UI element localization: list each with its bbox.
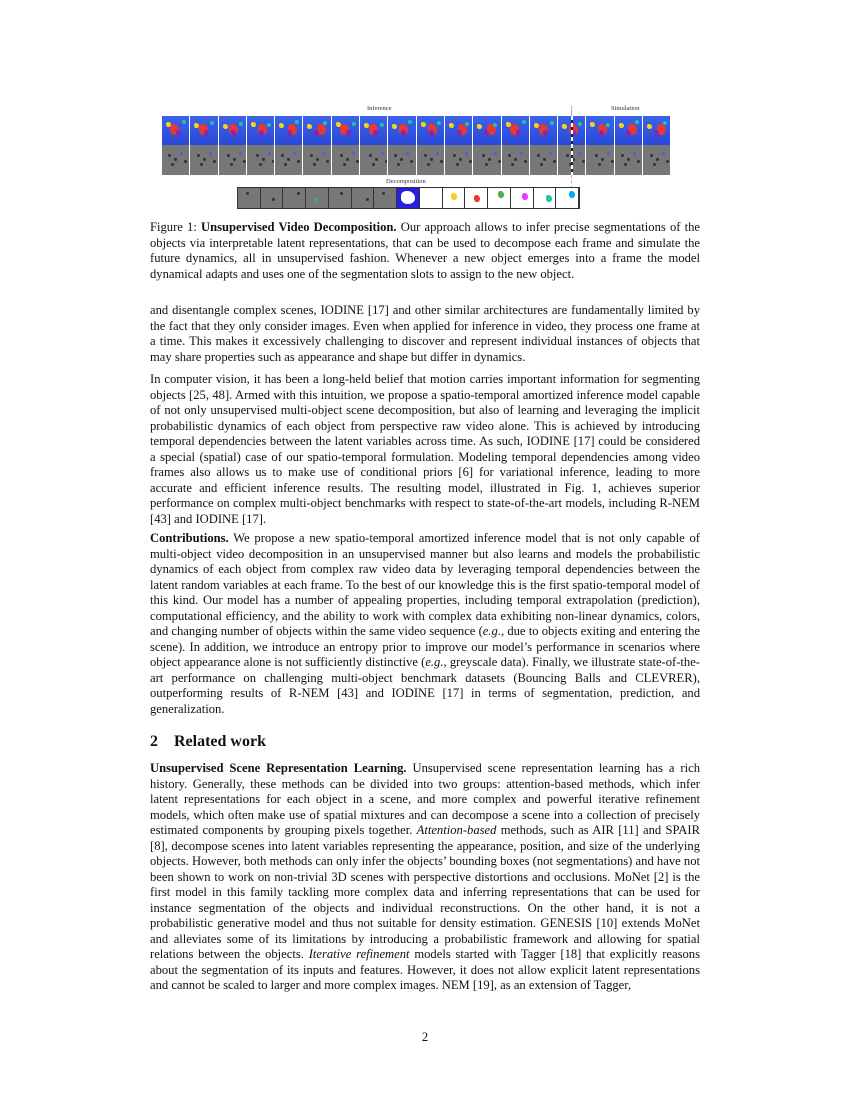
object-dot — [352, 152, 355, 155]
simulation-divider-top — [571, 106, 572, 116]
related-work-paragraph — [150, 761, 700, 994]
decomposition-slot — [374, 188, 397, 208]
contributions-text-2: , due to objects exiting and entering the scene). In addition, we introduce an entropy prior to improve our model’s performance in scenarios where object appearance alone is not sufficiently distinctive ( — [150, 624, 700, 669]
related-iterative: Iterative refinement — [308, 947, 410, 961]
object-blob — [546, 195, 552, 202]
video-frame — [219, 116, 247, 175]
object-dot — [453, 154, 456, 157]
object-dot — [469, 160, 472, 163]
object-dot — [230, 163, 233, 166]
object-blob — [449, 123, 454, 128]
video-frame — [615, 116, 643, 175]
object-dot — [243, 160, 246, 163]
paragraph-1 — [150, 303, 700, 365]
object-blob — [516, 130, 521, 136]
inference-label: Inference — [367, 105, 392, 112]
decomposition-slot — [306, 188, 329, 208]
object-blob — [364, 123, 369, 128]
decomposition-slot — [261, 188, 284, 208]
video-frame — [502, 116, 530, 175]
object-dot — [262, 158, 265, 161]
object-blob — [346, 130, 351, 136]
decomposition-slot — [397, 188, 420, 208]
object-dot — [430, 158, 433, 161]
object-dot — [272, 198, 275, 201]
object-dot — [424, 154, 427, 157]
mask-blob — [401, 191, 415, 204]
object-dot — [508, 154, 511, 157]
video-frame — [417, 116, 445, 175]
object-dot — [314, 198, 317, 201]
object-blob — [223, 124, 228, 129]
object-dot — [233, 158, 236, 161]
object-dot — [259, 163, 262, 166]
decomposition-slot — [283, 188, 306, 208]
object-dot — [624, 163, 627, 166]
object-dot — [346, 158, 349, 161]
object-blob — [259, 130, 264, 136]
related-text-1: Unsupervised scene representation learning has a rich history. Generally, these methods can be divided into two groups: attention-based methods, which infer latent representations for each object in a scene, and more complex and powerful iterative refinement models, which often make use of spatial mixtures and can decompose a scene into a collection of precisely estimated components by grouping pixels together. — [150, 761, 700, 837]
video-frame — [388, 116, 416, 175]
object-dot — [440, 160, 443, 163]
contributions-heading: Contributions. — [150, 531, 229, 545]
contributions-text-3: , greyscale data). Finally, we illustrate state-of-the-art performance on challenging multi-object benchmark datasets (Bouncing Balls and CLEVRER), outperforming results of R-NEM [43] and IODINE [17] in terms of segmentation, prediction, and generalization. — [150, 655, 700, 716]
object-blob — [380, 123, 384, 127]
section-heading — [150, 733, 282, 751]
object-dot — [268, 152, 271, 155]
object-blob — [465, 122, 469, 126]
contributions-eg-2: e.g. — [425, 655, 444, 669]
object-dot — [239, 152, 242, 155]
object-dot — [356, 160, 359, 163]
object-dot — [343, 163, 346, 166]
video-frame — [360, 116, 388, 175]
object-dot — [382, 192, 385, 195]
object-dot — [174, 158, 177, 161]
contributions-eg-1: e.g. — [482, 624, 501, 638]
video-frame — [473, 116, 501, 175]
object-dot — [511, 163, 514, 166]
object-dot — [465, 152, 468, 155]
object-blob — [506, 122, 511, 127]
object-dot — [366, 198, 369, 201]
object-blob — [599, 130, 604, 136]
object-dot — [184, 160, 187, 163]
object-blob — [569, 191, 575, 198]
related-heading: Unsupervised Scene Representation Learning. — [150, 761, 407, 775]
caption-title: Unsupervised Video Decomposition. — [201, 220, 397, 234]
object-blob — [429, 130, 434, 136]
decomposition-slot — [556, 188, 579, 208]
object-blob — [352, 122, 356, 126]
video-frame — [332, 116, 360, 175]
object-blob — [654, 130, 659, 136]
decomposition-slot — [465, 188, 488, 208]
section-title: Related work — [174, 733, 266, 750]
object-blob — [437, 121, 441, 125]
paragraph-2-text: In computer vision, it has been a long-held belief that motion carries important information for segmenting objects [25, 48]. Armed with this intuition, we propose a spatio-temporal amortized inference model capable of not only unsupervised multi-object scene decomposition, but also of learning and leveraging the implicit probabilistic dynamics of each object from perspective raw video alone. This is achieved by introducing temporal dependencies between the latent variables across time. As such, IODINE [17] could be considered a special (spatial) case of our spatio-temporal formulation. Modeling temporal dependencies among video frames also allows us to make use of conditional priors [6] for variational inference, leading to more accurate and efficient inference results. The resulting model, illustrated in Fig. 1, achieves superior performance on complex multi-object benchmarks with respect to state-of-the-art models, including R-NEM [43] and IODINE [17]. — [150, 372, 700, 526]
object-blob — [562, 124, 567, 129]
object-blob — [421, 122, 426, 127]
video-frame — [275, 116, 303, 175]
object-dot — [340, 192, 343, 195]
object-blob — [204, 130, 209, 136]
object-dot — [459, 158, 462, 161]
object-dot — [621, 154, 624, 157]
video-frame — [530, 116, 558, 175]
decomposition-label: Decomposition — [386, 178, 426, 185]
object-blob — [474, 195, 480, 202]
object-dot — [297, 192, 300, 195]
decomposition-slot — [329, 188, 352, 208]
object-blob — [550, 121, 554, 125]
decomposition-strip — [237, 187, 580, 209]
object-dot — [514, 158, 517, 161]
object-blob — [166, 122, 171, 127]
object-blob — [498, 191, 504, 198]
object-dot — [520, 152, 523, 155]
caption-text: Our approach allows to infer precise segmentations of the objects via interpretable latent representations, that can be used to decompose each frame and simulate the future dynamics, all in unsupervised fashion. Whenever a new object emerges into a frame the model dynamical adapts and uses one of the segmentation slots to assign to the new object. — [150, 220, 701, 281]
object-dot — [633, 152, 636, 155]
object-blob — [534, 123, 539, 128]
object-dot — [168, 154, 171, 157]
object-blob — [647, 124, 652, 129]
simulation-divider — [571, 116, 573, 175]
simulation-label: Simulation — [611, 105, 640, 112]
related-text-2: methods, such as AIR [11] and SPAIR [8], decompose scenes into latent variables representing the appearance, position, and size of the underlying objects. However, both methods can only infer the objects’ bounding boxes (not segmentations) and have not been shown to work on non-trivial 3D scenes with perspective distortions and occlusions. MoNet [2] is the first model in this family tackling more complex data and inferring representations that can be used for instance segmentation of the objects and individual reconstructions. On the other hand, it is not a probabilistic generative model and thus not suitable for density estimation. GENESIS [10] extends MoNet and alleviates some of its limitations by introducing a probabilistic framework and allowing for spatial relations between the objects. — [150, 823, 700, 961]
object-dot — [427, 163, 430, 166]
object-dot — [549, 152, 552, 155]
contributions-text-1: We propose a new spatio-temporal amortized inference model that is not only capable of multi-object video decomposition in an unsupervised manner but also learns and models the probabilistic dynamics of each object from complex raw video data by leveraging temporal dependencies between the latent random variables at each frame. To the best of our knowledge this is the first spatio-temporal model of this kind. Our model has a number of appealing properties, including temporal extrapolation (prediction), computational efficiency, and the ability to work with complex data exhibiting non-linear dynamics, colors, and changing number of objects within the same video sequence ( — [150, 531, 700, 638]
object-dot — [340, 154, 343, 157]
decomposition-slot — [511, 188, 534, 208]
object-blob — [522, 193, 528, 200]
object-dot — [256, 154, 259, 157]
object-blob — [287, 130, 292, 136]
object-blob — [619, 123, 624, 128]
object-dot — [246, 192, 249, 195]
decomposition-slot — [534, 188, 557, 208]
object-blob — [635, 120, 639, 124]
video-frame — [643, 116, 671, 175]
section-number: 2 — [150, 733, 158, 750]
object-dot — [540, 163, 543, 166]
object-dot — [456, 163, 459, 166]
object-blob — [663, 121, 667, 125]
caption-label: Figure 1: — [150, 220, 197, 234]
object-blob — [182, 120, 186, 124]
object-dot — [637, 160, 640, 163]
object-blob — [239, 122, 243, 126]
object-dot — [227, 154, 230, 157]
video-frame — [190, 116, 218, 175]
object-blob — [176, 130, 181, 136]
object-blob — [522, 120, 526, 124]
figure-caption — [150, 220, 700, 282]
object-blob — [251, 122, 256, 127]
paragraph-2 — [150, 372, 700, 527]
contributions-paragraph — [150, 531, 700, 717]
related-text-3: models started with Tagger [18] that explicitly reasons about the segmentation of its inputs and features. However, it does not allow explicit latent representations and cannot be scaled to larger and more complex images. NEM [19], as an extension of Tagger, — [150, 947, 700, 992]
object-dot — [524, 160, 527, 163]
decomposition-slot — [238, 188, 261, 208]
object-dot — [553, 160, 556, 163]
object-dot — [436, 152, 439, 155]
decomposition-slot — [488, 188, 511, 208]
object-blob — [451, 193, 457, 200]
video-frame-strip — [162, 116, 689, 175]
object-blob — [457, 130, 462, 136]
video-frame — [586, 116, 614, 175]
page-number: 2 — [421, 1030, 429, 1044]
object-dot — [627, 158, 630, 161]
video-frame — [445, 116, 473, 175]
object-blob — [267, 123, 271, 127]
object-blob — [336, 122, 341, 127]
decomposition-slot — [443, 188, 466, 208]
object-dot — [543, 158, 546, 161]
decomposition-slot — [420, 188, 443, 208]
object-dot — [171, 163, 174, 166]
object-dot — [537, 154, 540, 157]
video-frame — [247, 116, 275, 175]
paragraph-1-text: and disentangle complex scenes, IODINE [17] and other similar architectures are fundamentally limited by the fact that they only consider images. Even when applied for inference in video, they process one frame at a time. This makes it excessively challenging to discover and represent individual instances of objects that may share properties such as appearance and shape but differ in dynamics. — [150, 303, 700, 364]
related-attention: Attention-based — [416, 823, 497, 837]
decomposition-slot — [352, 188, 375, 208]
video-frame — [303, 116, 331, 175]
figure-1 — [150, 100, 700, 220]
object-dot — [180, 152, 183, 155]
video-frame — [162, 116, 190, 175]
